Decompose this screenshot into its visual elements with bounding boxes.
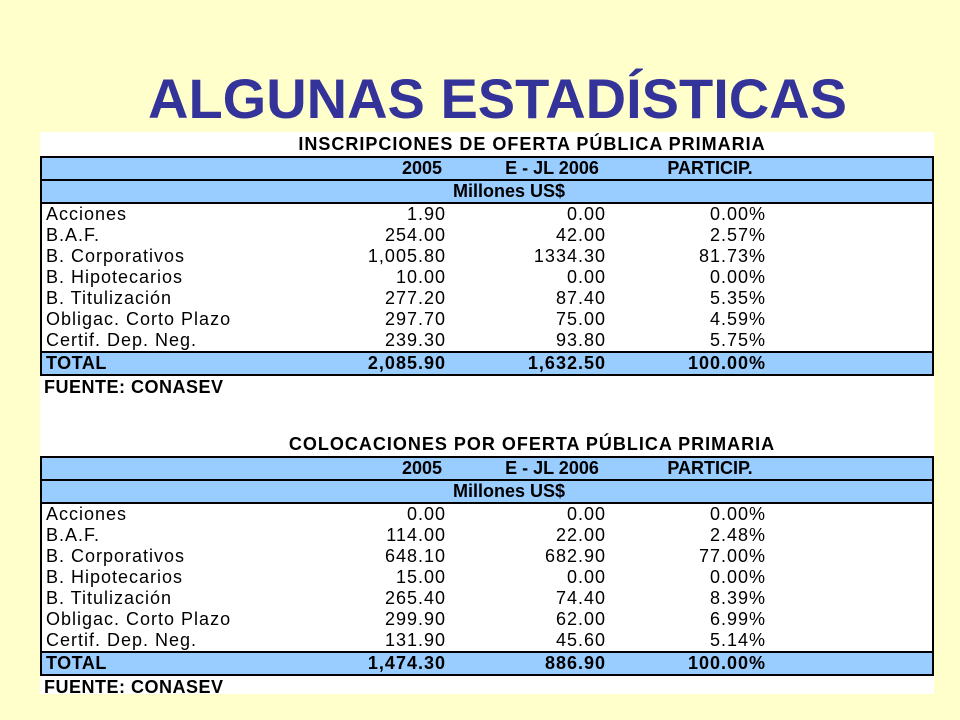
table-row bbox=[42, 330, 932, 351]
table-title: COLOCACIONES POR OFERTA PÚBLICA PRIMARIA bbox=[288, 434, 776, 454]
source-note: FUENTE: CONASEV bbox=[44, 377, 224, 397]
value-2005: 277.20 bbox=[384, 288, 446, 308]
table-row bbox=[42, 546, 932, 567]
value-2005: 297.70 bbox=[384, 309, 446, 329]
table-row bbox=[42, 288, 932, 309]
row-label: Certif. Dep. Neg. bbox=[46, 330, 198, 350]
value-2006: 45.60 bbox=[555, 630, 606, 650]
table-row bbox=[42, 267, 932, 288]
total-row bbox=[42, 351, 932, 374]
value-2006: 75.00 bbox=[555, 309, 606, 329]
table-row bbox=[42, 588, 932, 609]
value-2005: 239.30 bbox=[384, 330, 446, 350]
value-2006: 0.00 bbox=[566, 504, 606, 524]
value-2006: 0.00 bbox=[566, 267, 606, 287]
colocaciones-table-block bbox=[40, 432, 934, 698]
value-2006: 22.00 bbox=[555, 525, 606, 545]
value-2006: 0.00 bbox=[566, 204, 606, 224]
value-2005: 1.90 bbox=[406, 204, 446, 224]
value-2005: 299.90 bbox=[384, 609, 446, 629]
colocaciones-table bbox=[40, 456, 934, 676]
row-label: B. Corporativos bbox=[46, 546, 186, 566]
table-row bbox=[42, 567, 932, 588]
value-2006: 62.00 bbox=[555, 609, 606, 629]
total-2006: 886.90 bbox=[544, 653, 606, 673]
value-2006: 74.40 bbox=[555, 588, 606, 608]
value-2005: 15.00 bbox=[395, 567, 446, 587]
value-2005: 648.10 bbox=[384, 546, 446, 566]
value-2006: 682.90 bbox=[544, 546, 606, 566]
header-row bbox=[42, 458, 932, 481]
value-particip: 0.00% bbox=[709, 567, 766, 587]
row-label: B. Titulización bbox=[46, 588, 173, 608]
value-particip: 0.00% bbox=[709, 204, 766, 224]
header-2005: 2005 bbox=[401, 458, 443, 478]
value-2006: 93.80 bbox=[555, 330, 606, 350]
header-2005: 2005 bbox=[401, 158, 443, 178]
row-label: Obligac. Corto Plazo bbox=[46, 609, 232, 629]
value-particip: 5.14% bbox=[709, 630, 766, 650]
table-row bbox=[42, 225, 932, 246]
header-2006: E - JL 2006 bbox=[505, 458, 599, 478]
source-note: FUENTE: CONASEV bbox=[44, 677, 224, 697]
table-row bbox=[42, 309, 932, 330]
row-label: B.A.F. bbox=[46, 225, 101, 245]
row-label: B.A.F. bbox=[46, 525, 101, 545]
value-2006: 1334.30 bbox=[533, 246, 606, 266]
value-2005: 1,005.80 bbox=[367, 246, 446, 266]
table-row bbox=[42, 525, 932, 546]
value-particip: 5.35% bbox=[709, 288, 766, 308]
row-label: Certif. Dep. Neg. bbox=[46, 630, 198, 650]
value-particip: 77.00% bbox=[698, 546, 766, 566]
header-particip: PARTICIP. bbox=[667, 458, 753, 478]
value-2005: 265.40 bbox=[384, 588, 446, 608]
total-row bbox=[42, 651, 932, 674]
table-row bbox=[42, 609, 932, 630]
units-label: Millones US$ bbox=[452, 181, 566, 201]
value-particip: 5.75% bbox=[709, 330, 766, 350]
value-2006: 87.40 bbox=[555, 288, 606, 308]
value-particip: 2.48% bbox=[709, 525, 766, 545]
value-2005: 131.90 bbox=[384, 630, 446, 650]
value-2005: 254.00 bbox=[384, 225, 446, 245]
value-2005: 0.00 bbox=[406, 504, 446, 524]
value-2005: 114.00 bbox=[386, 525, 446, 545]
row-label: B. Corporativos bbox=[46, 246, 186, 266]
value-particip: 81.73% bbox=[698, 246, 766, 266]
row-label: Acciones bbox=[46, 504, 128, 524]
total-2005: 2,085.90 bbox=[367, 353, 446, 373]
value-particip: 4.59% bbox=[709, 309, 766, 329]
table-row bbox=[42, 246, 932, 267]
units-row bbox=[42, 481, 932, 504]
units-row bbox=[42, 181, 932, 204]
value-particip: 6.99% bbox=[709, 609, 766, 629]
table-row bbox=[42, 204, 932, 225]
row-label: Acciones bbox=[46, 204, 128, 224]
total-label: TOTAL bbox=[46, 653, 107, 673]
total-particip: 100.00% bbox=[687, 353, 766, 373]
row-label: B. Titulización bbox=[46, 288, 173, 308]
spreadsheet-area bbox=[40, 132, 934, 697]
value-2005: 10.00 bbox=[395, 267, 446, 287]
value-particip: 2.57% bbox=[709, 225, 766, 245]
value-2006: 0.00 bbox=[566, 567, 606, 587]
total-2006: 1,632.50 bbox=[527, 353, 606, 373]
value-particip: 0.00% bbox=[709, 504, 766, 524]
table-title: INSCRIPCIONES DE OFERTA PÚBLICA PRIMARIA bbox=[298, 134, 766, 154]
value-2006: 42.00 bbox=[555, 225, 606, 245]
header-2006: E - JL 2006 bbox=[505, 158, 599, 178]
units-label: Millones US$ bbox=[452, 481, 566, 501]
header-row bbox=[42, 158, 932, 181]
row-label: B. Hipotecarios bbox=[46, 567, 184, 587]
inscripciones-table bbox=[40, 156, 934, 376]
total-particip: 100.00% bbox=[687, 653, 766, 673]
header-particip: PARTICIP. bbox=[667, 158, 753, 178]
slide-title: ALGUNAS ESTADÍSTICAS bbox=[148, 67, 847, 130]
inscripciones-table-block bbox=[40, 132, 934, 398]
total-label: TOTAL bbox=[46, 353, 107, 373]
total-2005: 1,474.30 bbox=[367, 653, 446, 673]
value-particip: 0.00% bbox=[709, 267, 766, 287]
table-row bbox=[42, 504, 932, 525]
table-row bbox=[42, 630, 932, 651]
row-label: B. Hipotecarios bbox=[46, 267, 184, 287]
row-label: Obligac. Corto Plazo bbox=[46, 309, 232, 329]
value-particip: 8.39% bbox=[709, 588, 766, 608]
